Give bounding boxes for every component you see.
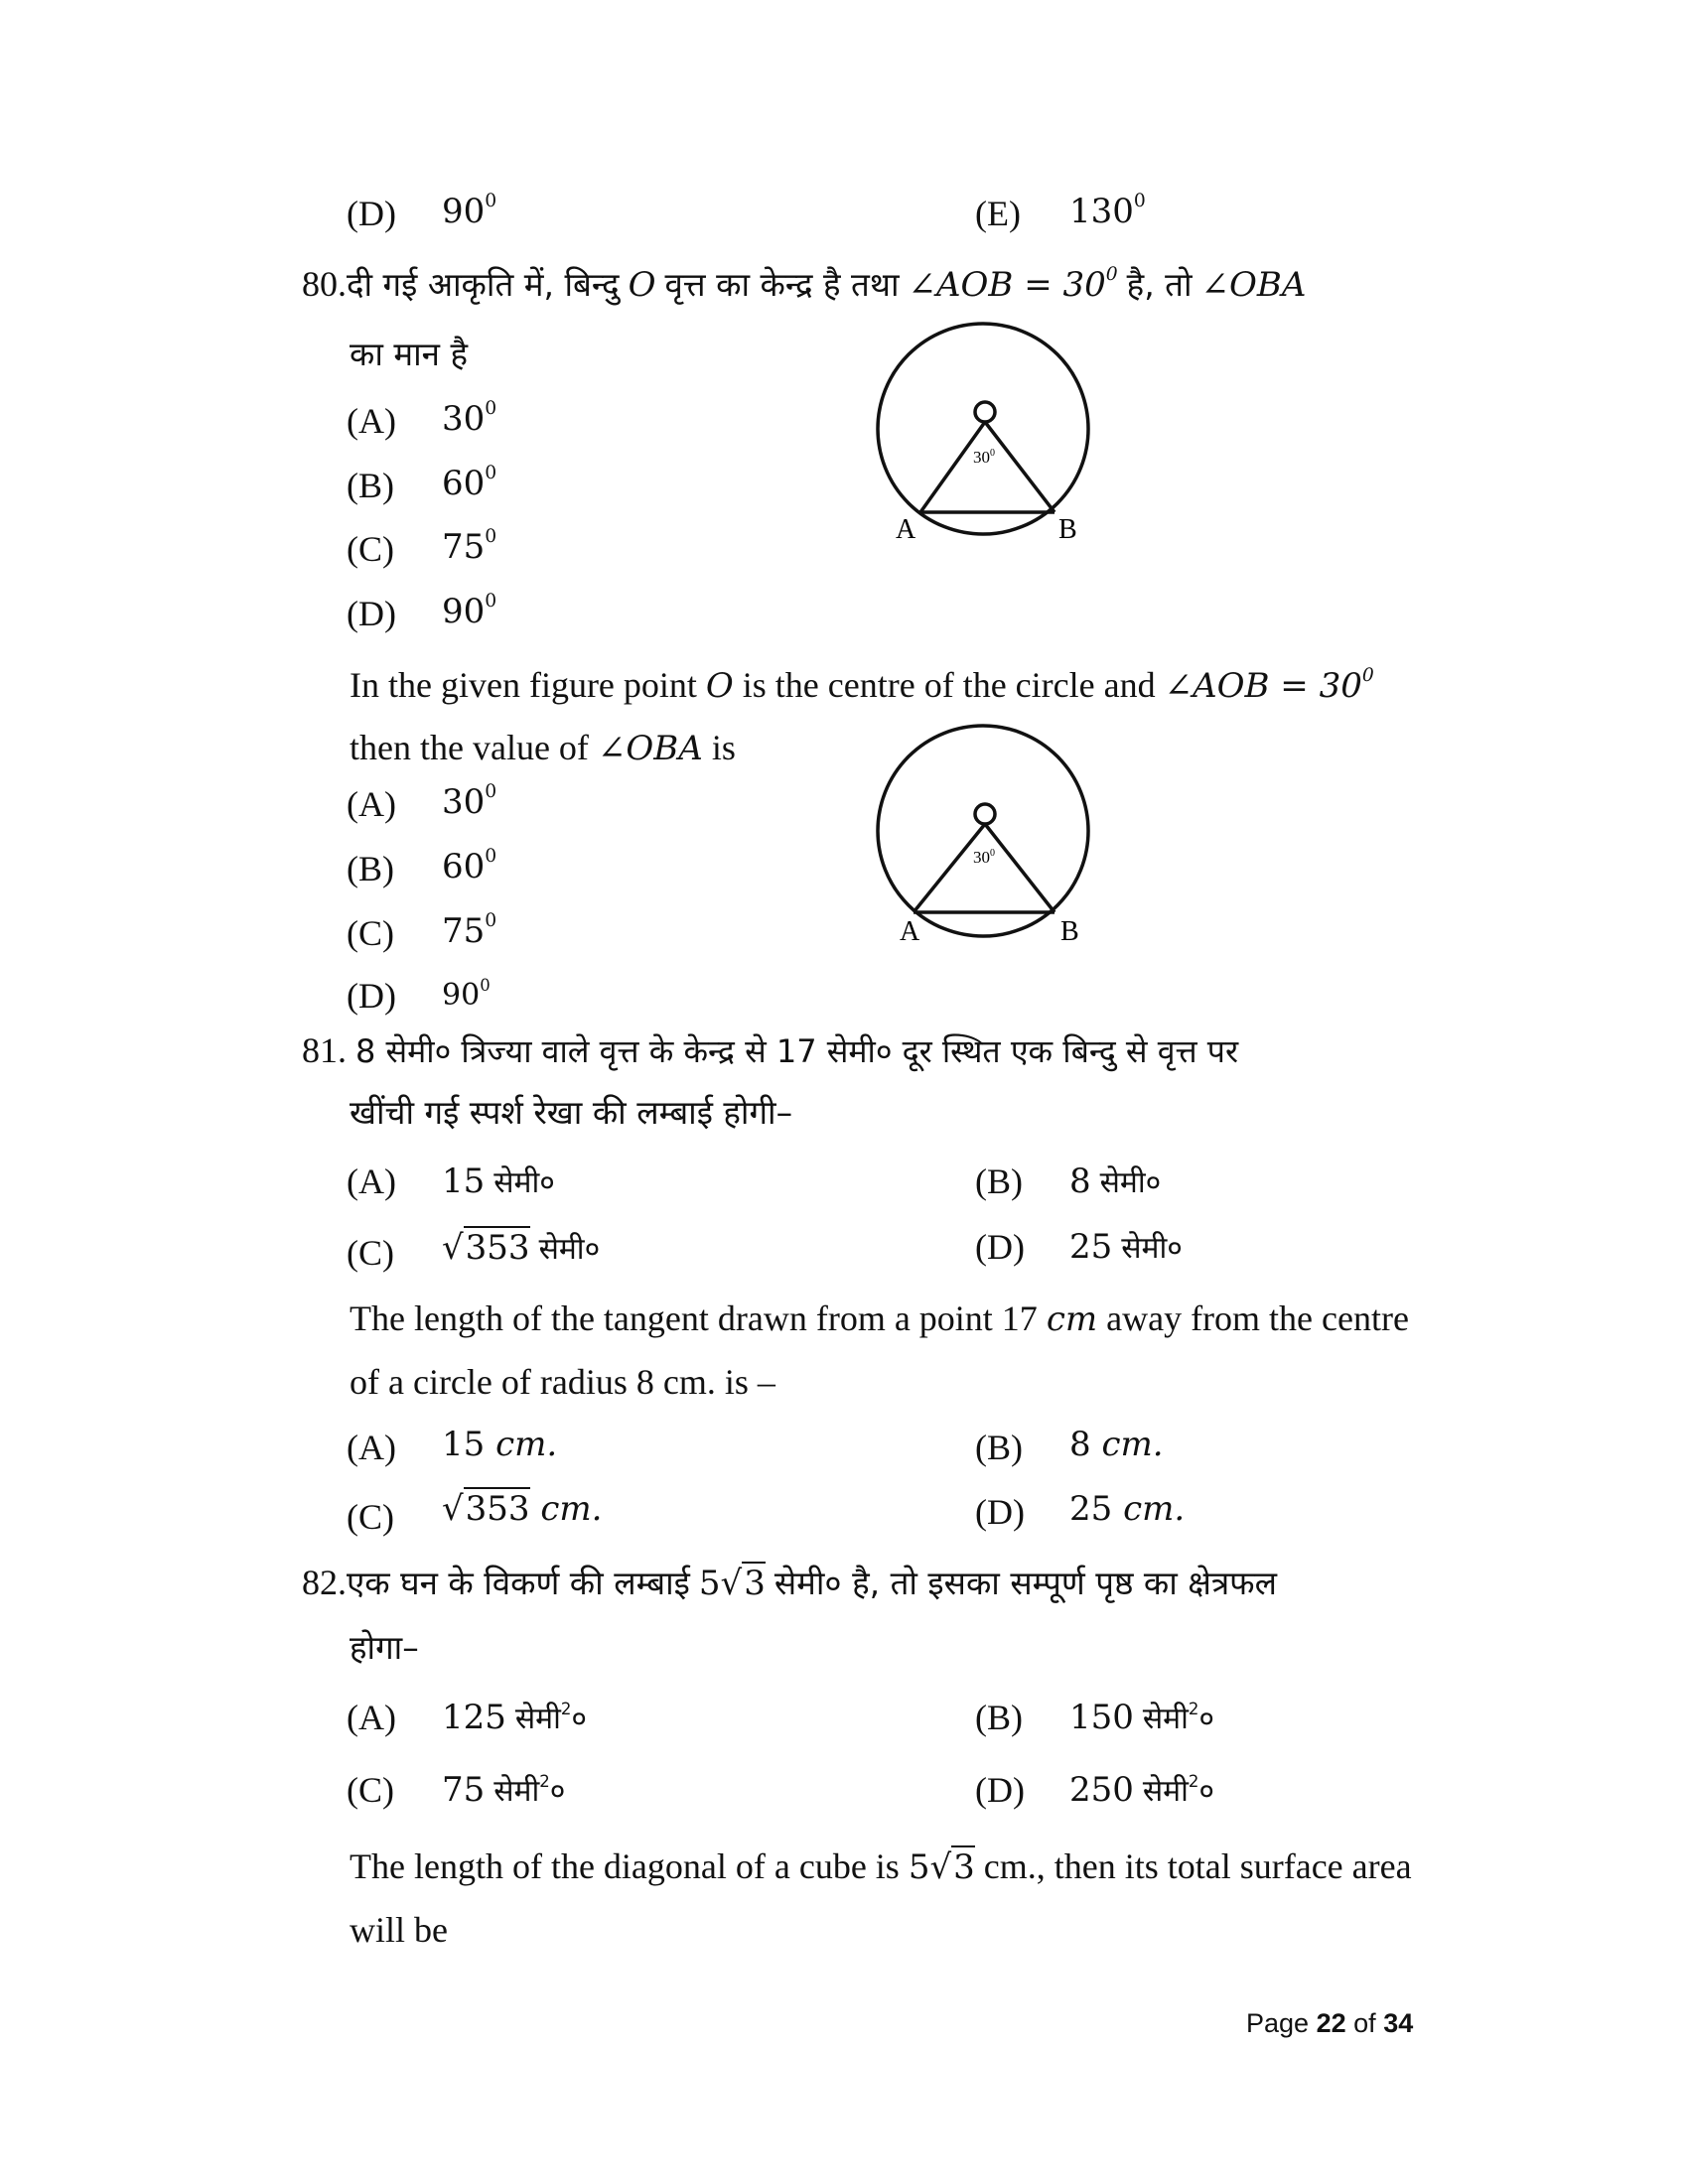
q81-hi-option-c-value: √353 सेमी० (442, 1228, 601, 1268)
q82-en-text-a: The length of the diagonal of a cube is (350, 1846, 900, 1886)
page-number-footer: Page 22 of 34 (1246, 2008, 1414, 2038)
q80-en-symbol-o: O (705, 666, 734, 706)
q80-hi-option-a-value: $30^0$ (442, 398, 497, 439)
q80-en-text-a: In the given figure point (350, 665, 697, 705)
q81-en-option-b-value: 8 cm. (1069, 1425, 1164, 1464)
q80-en-option-b-value: $60^0$ (442, 846, 497, 887)
q82-question-hindi (302, 1563, 1277, 1603)
q81-en-option-a-value: 15 cm. (442, 1425, 558, 1464)
q80-en-text-b: is the centre of the circle and (742, 665, 1156, 705)
q80-hi-option-b-value: $60^0$ (442, 463, 497, 503)
q82-question-english-line2: will be (350, 1910, 448, 1950)
q81-en-unit: cm (1046, 1299, 1098, 1339)
point-a-label: A (896, 514, 916, 545)
radius-ob (985, 422, 1055, 512)
q81-en-text-a: The length of the tangent drawn from a point 17 (350, 1298, 1038, 1338)
angle-label: $30^0$ (973, 448, 995, 467)
q80-hi-option-c-value: $75^0$ (442, 526, 497, 567)
q81-hi-option-b-value: 8 सेमी० (1069, 1161, 1162, 1201)
q82-hi-option-c-value: 75 सेमी$^2$० (442, 1770, 566, 1810)
q81-en-option-d-value: 25 cm. (1069, 1489, 1186, 1529)
q80-question-hindi (302, 264, 1307, 305)
q82-hi-diagonal: 5√3 (698, 1564, 766, 1603)
q81-hi-line1: 8 सेमी० त्रिज्या वाले वृत्त के केन्द्र से 17 सेमी० दूर स्थित एक बिन्दु से वृत्त पर (355, 1032, 1239, 1070)
q80-hi-text-b: वृत्त का केन्द्र है तथा (664, 265, 900, 304)
q81-hi-option-d-value: 25 सेमी० (1069, 1227, 1183, 1267)
q80-en-option-b-label: (B) (347, 849, 394, 888)
q81-en-text-b: away from the centre (1106, 1298, 1409, 1338)
q82-hi-option-d-value: 250 सेमी$^2$० (1069, 1770, 1215, 1810)
q82-hi-text-a: एक घन के विकर्ण की लम्बाई (347, 1564, 690, 1602)
q81-question-hindi (302, 1032, 1238, 1068)
q80-en-option-c-label: (C) (347, 913, 394, 953)
q82-hi-option-a-label: (A) (347, 1698, 396, 1737)
q80-hi-text-a: दी गई आकृति में, बिन्दु (347, 265, 620, 304)
radius-oa (920, 422, 985, 512)
q79-option-e-label: (E) (975, 194, 1021, 233)
q81-en-option-c-label: (C) (347, 1497, 394, 1537)
q81-hi-option-c-label: (C) (347, 1233, 394, 1273)
q80-symbol-o: O (628, 265, 656, 305)
q79-option-d-value: $90^0$ (442, 191, 497, 231)
center-point (975, 402, 995, 422)
point-b-label: B (1058, 514, 1077, 545)
q79-option-d-label: (D) (347, 194, 396, 233)
q82-hi-option-a-value: 125 सेमी$^2$० (442, 1698, 588, 1737)
circle (878, 726, 1088, 936)
q80-hi-line2: का मान है (350, 335, 468, 373)
q80-hi-option-b-label: (B) (347, 466, 394, 505)
q80-hi-option-a-label: (A) (347, 401, 396, 441)
q82-en-text-b: cm., then its total surface area (983, 1846, 1412, 1886)
q80-question-english-line2 (350, 728, 736, 768)
q81-hi-option-d-label: (D) (975, 1227, 1025, 1267)
q82-question-english-line1 (350, 1846, 1412, 1887)
q82-hi-option-c-label: (C) (347, 1770, 394, 1810)
q81-en-option-d-label: (D) (975, 1492, 1025, 1532)
q81-en-option-b-label: (B) (975, 1428, 1023, 1467)
center-point (975, 804, 995, 824)
q80-number: 80. (302, 264, 347, 304)
q80-circle-figure-english (864, 720, 1102, 948)
q82-en-diagonal: 5√3 (908, 1847, 975, 1887)
q81-hi-option-b-label: (B) (975, 1161, 1023, 1201)
q80-hi-option-d-label: (D) (347, 594, 396, 633)
q80-en-option-a-label: (A) (347, 784, 396, 824)
q81-hi-line2: खींची गई स्पर्श रेखा की लम्बाई होगी– (350, 1093, 793, 1132)
q82-hi-text-b: सेमी० है, तो इसका सम्पूर्ण पृष्ठ का क्षेत्रफल (774, 1564, 1277, 1602)
q80-en-option-d-label: (D) (347, 976, 396, 1016)
point-a-label: A (900, 916, 920, 947)
q81-question-english-line2: of a circle of radius 8 cm. is – (350, 1362, 775, 1402)
angle-label: $30^0$ (973, 848, 995, 867)
q80-question-english-line1 (350, 665, 1374, 706)
point-b-label: B (1060, 916, 1079, 947)
q80-angle-aob: ∠AOB = $30^0$ (908, 264, 1118, 305)
circle (878, 324, 1088, 534)
q80-en-option-d-value: $90^0$ (442, 975, 491, 1013)
q82-number: 82. (302, 1563, 347, 1602)
q82-hi-option-d-label: (D) (975, 1770, 1025, 1810)
q82-hi-option-b-value: 150 सेमी$^2$० (1069, 1698, 1215, 1737)
q80-hi-option-d-value: $90^0$ (442, 591, 497, 631)
radius-oa (914, 824, 985, 912)
radius-ob (985, 824, 1055, 912)
q80-circle-figure-hindi (864, 318, 1102, 546)
q79-option-e-value: $130^0$ (1069, 191, 1146, 231)
q81-hi-option-a-label: (A) (347, 1161, 396, 1201)
q81-en-option-a-label: (A) (347, 1428, 396, 1467)
q80-en-option-c-value: $75^0$ (442, 910, 497, 951)
q80-en-option-a-value: $30^0$ (442, 781, 497, 822)
q81-number: 81. (302, 1030, 347, 1070)
q82-hi-line2: होगा– (350, 1628, 419, 1667)
q81-hi-option-a-value: 15 सेमी० (442, 1161, 555, 1201)
q80-en-angle-aob: ∠AOB = $30^0$ (1164, 665, 1374, 706)
q80-en-text-d: is (711, 728, 736, 767)
q80-hi-text-c: है, तो (1126, 265, 1193, 304)
q81-en-option-c-value: √353 cm. (442, 1489, 603, 1529)
q80-hi-option-c-label: (C) (347, 529, 394, 569)
q81-question-english-line1 (350, 1298, 1409, 1339)
q80-en-angle-oba: ∠OBA (597, 729, 703, 768)
q80-angle-oba: ∠OBA (1200, 265, 1307, 305)
q80-en-text-c: then the value of (350, 728, 589, 767)
q82-hi-option-b-label: (B) (975, 1698, 1023, 1737)
